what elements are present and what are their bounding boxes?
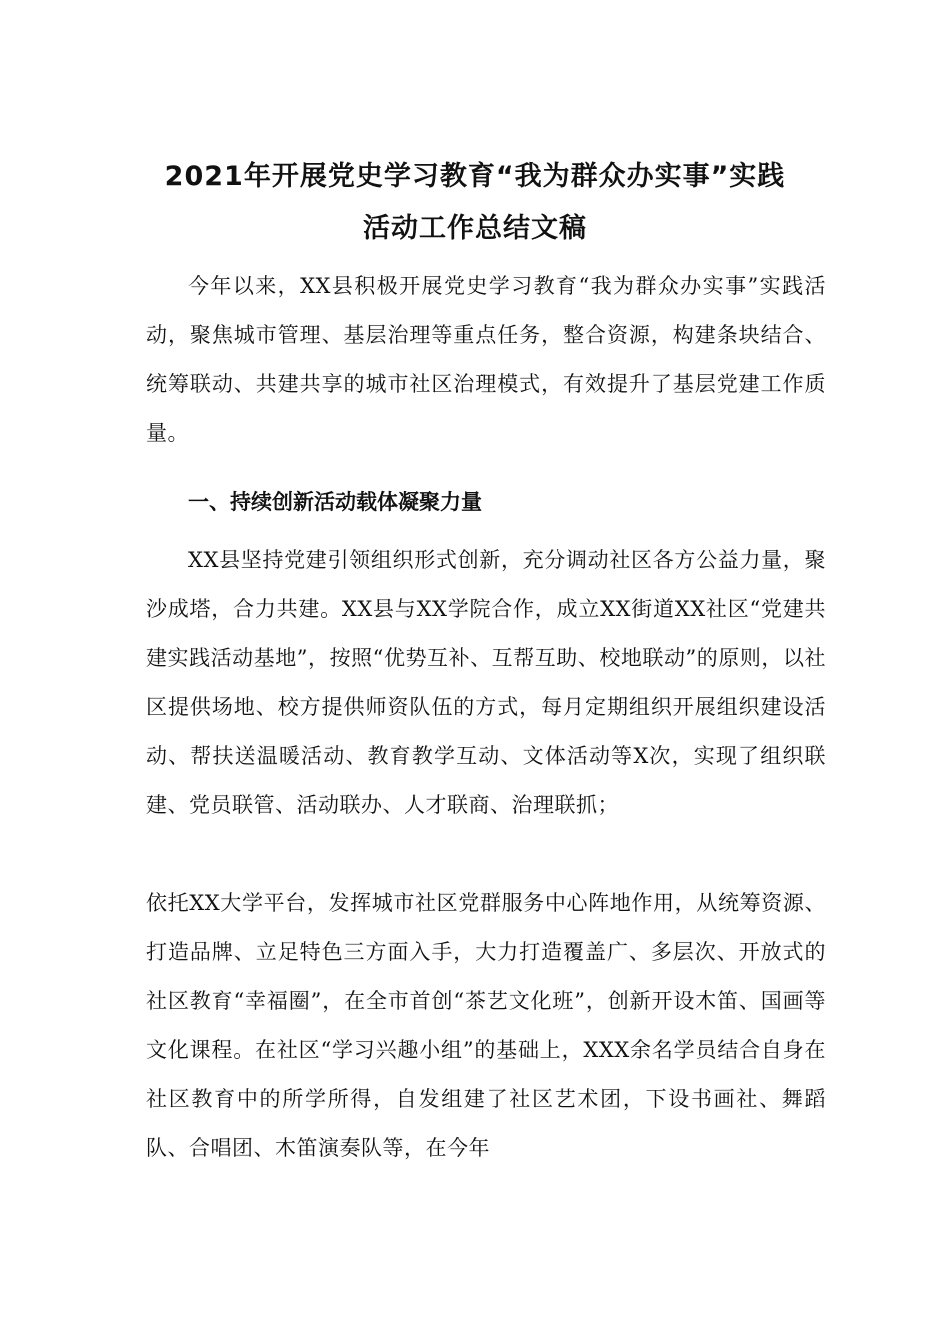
- section-1-paragraph-1: XX县坚持党建引领组织形式创新，充分调动社区各方公益力量，聚沙成塔，合力共建。XX县与XX学院合作，成立XX街道XX社区“党建共建实践活动基地”，按照“优势互补、互帮互助、校地联动”的原则，以社区提供场地、校方提供师资队伍的方式，每月定期组织开展组织建设活动、帮扶送温暖活动、教育教学互动、文体活动等X次，实现了组织联建、党员联管、活动联办、人才联商、治理联抓；: [146, 548, 826, 817]
- document-title-line-2: 活动工作总结文稿: [363, 213, 587, 244]
- document-title-line-1: 2021年开展党史学习教育“我为群众办实事”实践: [164, 161, 786, 192]
- intro-paragraph: 今年以来，XX县积极开展党史学习教育“我为群众办实事”实践活动，聚焦城市管理、基层治理等重点任务，整合资源，构建条块结合、统筹联动、共建共享的城市社区治理模式，有效提升了基层党建工作质量。: [146, 274, 826, 445]
- section-1-paragraph-2: 依托XX大学平台，发挥城市社区党群服务中心阵地作用，从统筹资源、打造品牌、立足特色三方面入手，大力打造覆盖广、多层次、开放式的社区教育“幸福圈”，在全市首创“茶艺文化班”，创新开设木笛、国画等文化课程。在社区“学习兴趣小组”的基础上，XXX余名学员结合自身在社区教育中的所学所得，自发组建了社区艺术团，下设书画社、舞蹈队、合唱团、木笛演奏队等，在今年: [146, 891, 826, 1160]
- section-1-heading: 一、持续创新活动载体凝聚力量: [188, 490, 482, 514]
